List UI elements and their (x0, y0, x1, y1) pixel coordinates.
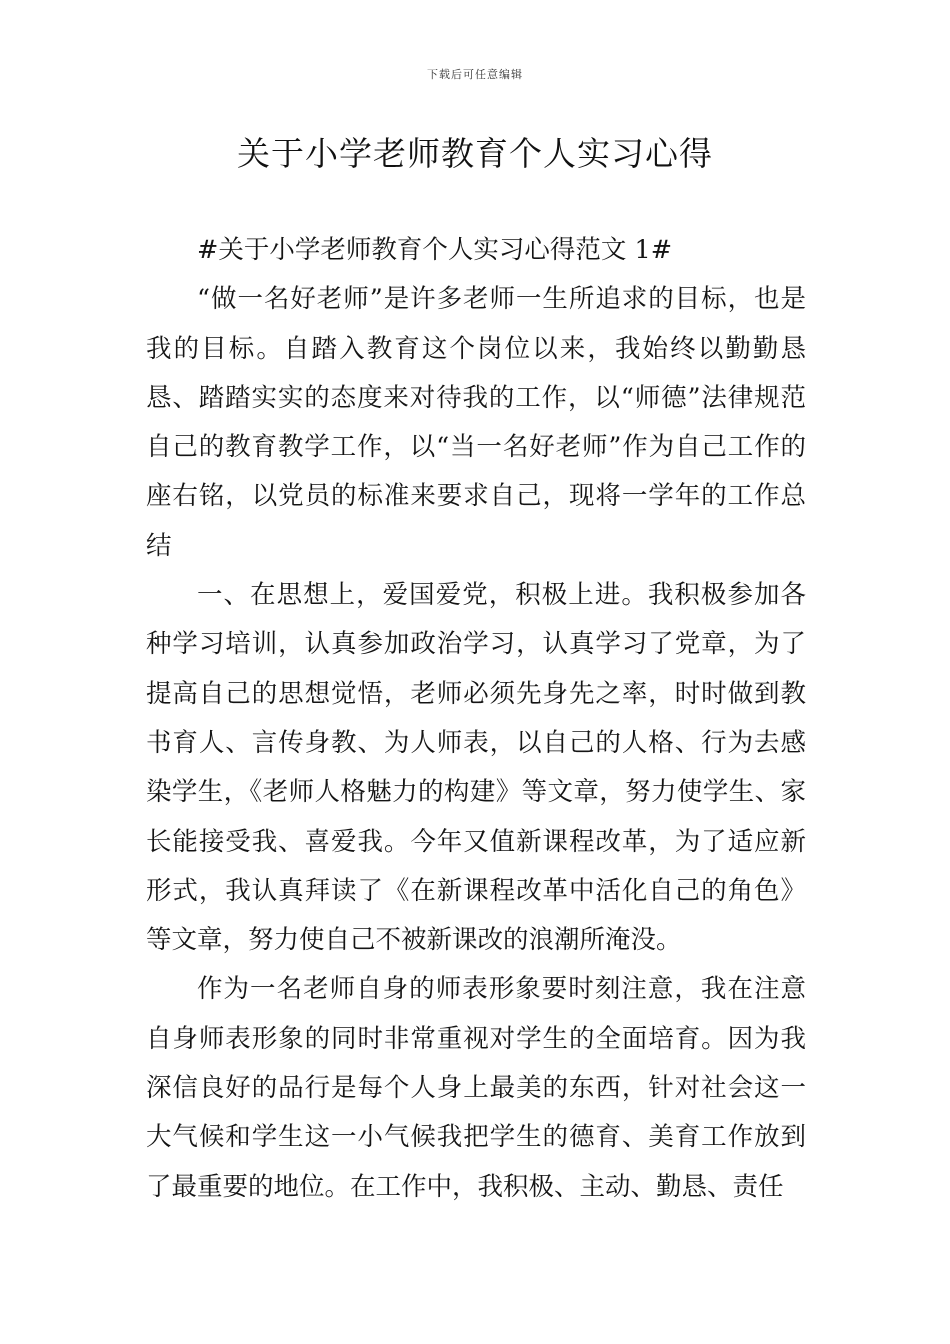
document-title: 关于小学老师教育个人实习心得 (237, 134, 713, 173)
header-note: 下载后可任意编辑 (427, 68, 523, 81)
document-body (146, 226, 806, 1212)
paragraph-intro: “做一名好老师”是许多老师一生所追求的目标，也是我的目标。自踏入教育这个岗位以来，我始终以勤勤恳恳、踏踏实实的态度来对待我的工作，以“师德”法律规范自己的教育教学工作，以“当一名好老师”作为自己工作的座右铭，以党员的标准来要求自己，现将一学年的工作总结 (146, 284, 806, 561)
section-heading: #关于小学老师教育个人实习心得范文 1# (197, 235, 673, 265)
paragraph-teacher-image: 作为一名老师自身的师表形象要时刻注意，我在注意自身师表形象的同时非常重视对学生的全面培育。因为我深信良好的品行是每个人身上最美的东西，针对社会这一大气候和学生这一小气候我把学生的德育、美育工作放到了最重要的地位。在工作中，我积极、主动、勤恳、责任 (146, 974, 806, 1202)
paragraph-thought: 一、在思想上，爱国爱党，积极上进。我积极参加各种学习培训，认真参加政治学习，认真学习了党章，为了提高自己的思想觉悟，老师必须先身先之率，时时做到教书育人、言传身教、为人师表，以自己的人格、行为去感染学生，《老师人格魅力的构建》等文章，努力使学生、家长能接受我、喜爱我。今年又值新课程改革，为了适应新形式，我认真拜读了《在新课程改革中活化自己的角色》等文章，努力使自己不被新课改的浪潮所淹没。 (146, 580, 806, 956)
